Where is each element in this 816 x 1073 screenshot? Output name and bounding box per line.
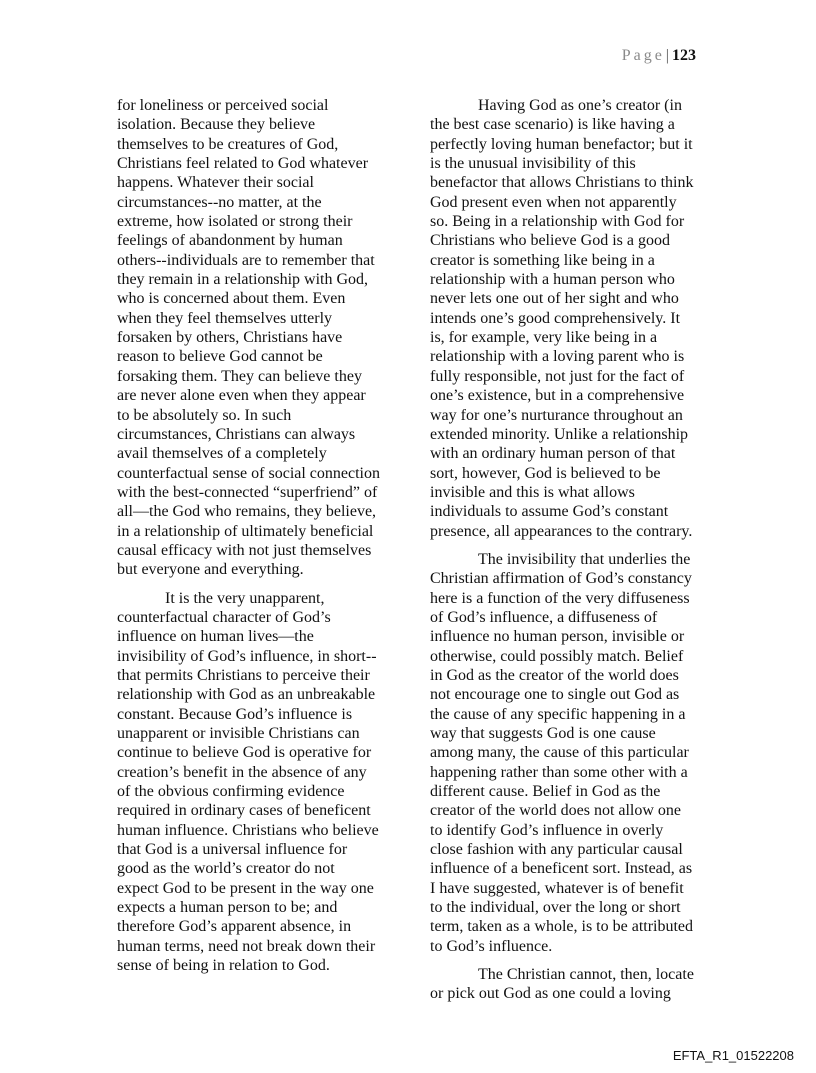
- text-line: are never alone even when they appear: [117, 387, 366, 405]
- text-line: It is the very unapparent,: [165, 589, 325, 607]
- text-line: circumstances, Christians can always: [117, 425, 356, 443]
- text-line: with an ordinary human person of that: [430, 445, 676, 463]
- text-line: counterfactual character of God’s: [117, 608, 331, 626]
- text-line: creator of the world does not allow one: [430, 802, 682, 820]
- text-line: of the obvious confirming evidence: [117, 783, 345, 801]
- text-line: sort, however, God is believed to be: [430, 464, 661, 482]
- text-line: relationship with God as an unbreakable: [117, 686, 376, 704]
- text-line: presence, all appearances to the contrary.: [430, 522, 693, 540]
- text-line: happening rather than some other with a: [430, 763, 688, 781]
- text-line: fully responsible, not just for the fact of: [430, 367, 685, 385]
- text-line: individuals to assume God’s constant: [430, 503, 669, 521]
- text-line: never lets one out of her sight and who: [430, 290, 679, 308]
- text-line: the best case scenario) is like having a: [430, 116, 675, 134]
- text-line: reason to believe God cannot be: [117, 348, 323, 366]
- text-line: Christians feel related to God whatever: [117, 155, 369, 173]
- text-line: relationship with a loving parent who is: [430, 348, 685, 366]
- text-line: forsaken by others, Christians have: [117, 329, 343, 347]
- text-line: themselves to be creatures of God,: [117, 135, 339, 153]
- text-line: when they feel themselves utterly: [117, 309, 333, 327]
- text-line: extreme, how isolated or strong their: [117, 213, 353, 231]
- text-line: good as the world’s creator do not: [117, 860, 335, 878]
- text-line: different cause. Belief in God as the: [430, 783, 661, 801]
- text-line: that permits Christians to perceive their: [117, 666, 370, 684]
- text-line: perfectly loving human benefactor; but it: [430, 135, 693, 153]
- page-separator: |: [665, 47, 669, 64]
- text-line: way for one’s nurturance throughout an: [430, 406, 683, 424]
- text-line: here is a function of the very diffuseness: [430, 589, 690, 607]
- text-line: forsaking them. They can believe they: [117, 367, 362, 385]
- text-line: causal efficacy with not just themselves: [117, 541, 372, 559]
- text-line: creation’s benefit in the absence of any: [117, 763, 367, 781]
- text-line: expects a human person to be; and: [117, 899, 338, 917]
- text-line: human influence. Christians who believe: [117, 821, 379, 839]
- text-line: God present even when not apparently: [430, 193, 677, 211]
- text-line: who is concerned about them. Even: [117, 290, 346, 308]
- text-line: invisible and this is what allows: [430, 483, 635, 501]
- text-line: influence of a beneficent sort. Instead, as: [430, 860, 693, 878]
- text-line: to identify God’s influence in overly: [430, 821, 664, 839]
- text-line: human terms, need not break down their: [117, 937, 376, 955]
- text-line: influence no human person, invisible or: [430, 628, 685, 646]
- text-line: one’s existence, but in a comprehensive: [430, 387, 685, 405]
- text-line: I have suggested, whatever is of benefit: [430, 879, 684, 897]
- text-line: invisibility of God’s influence, in short--: [117, 647, 377, 665]
- text-line: others--individuals are to remember that: [117, 251, 375, 269]
- text-line: way that suggests God is one cause: [430, 725, 656, 742]
- text-line: in God as the creator of the world does: [430, 666, 679, 684]
- text-line: otherwise, could possibly match. Belief: [430, 647, 684, 665]
- text-line: expect God to be present in the way one: [117, 879, 374, 897]
- text-line: for loneliness or perceived social: [117, 97, 329, 114]
- text-line: therefore God’s apparent absence, in: [117, 918, 352, 936]
- text-line: they remain in a relationship with God,: [117, 271, 369, 289]
- paragraph: [430, 550, 730, 956]
- text-line: creator is something like being in a: [430, 251, 655, 269]
- text-line: but everyone and everything.: [117, 561, 304, 579]
- text-line: to be absolutely so. In such: [117, 406, 292, 424]
- document-id: EFTA_R1_01522208: [672, 1048, 794, 1063]
- text-line: counterfactual sense of social connection: [117, 464, 380, 482]
- text-line: among many, the cause of this particular: [430, 744, 689, 762]
- text-line: extended minority. Unlike a relationship: [430, 425, 689, 443]
- text-line: required in ordinary cases of beneficent: [117, 802, 371, 820]
- text-line: feelings of abandonment by human: [117, 232, 343, 250]
- text-line: with the best-connected “superfriend” of: [117, 483, 378, 501]
- text-line: Christians who believe God is a good: [430, 232, 670, 250]
- text-line: avail themselves of a completely: [117, 445, 327, 463]
- text-line: that God is a universal influence for: [117, 841, 348, 859]
- paragraph: [117, 96, 417, 580]
- paragraph: [430, 965, 730, 1004]
- text-line: happens. Whatever their social: [117, 174, 314, 192]
- text-line: The Christian cannot, then, locate: [478, 966, 694, 984]
- text-line: term, taken as a whole, is to be attributed: [430, 918, 694, 936]
- text-line: continue to believe God is operative for: [117, 744, 372, 762]
- text-line: of God’s influence, a diffuseness of: [430, 608, 658, 626]
- text-line: Christian affirmation of God’s constancy: [430, 570, 692, 588]
- page-label: Page: [621, 47, 665, 64]
- text-line: circumstances--no matter, at the: [117, 193, 322, 211]
- text-line: sense of being in relation to God.: [117, 957, 330, 975]
- page-number: 123: [672, 47, 696, 64]
- text-line: so. Being in a relationship with God for: [430, 213, 685, 231]
- text-line: to the individual, over the long or short: [430, 899, 681, 917]
- paragraph: [430, 96, 730, 541]
- right-column: [430, 96, 730, 1013]
- text-line: not encourage one to single out God as: [430, 686, 680, 704]
- text-line: unapparent or invisible Christians can: [117, 725, 360, 742]
- paragraph: [117, 589, 417, 976]
- text-line: benefactor that allows Christians to think: [430, 174, 694, 192]
- text-line: is, for example, very like being in a: [430, 329, 658, 347]
- text-line: the cause of any specific happening in a: [430, 705, 686, 723]
- text-line: influence on human lives—the: [117, 628, 314, 646]
- text-line: in a relationship of ultimately beneficial: [117, 522, 374, 540]
- text-line: Having God as one’s creator (in: [478, 97, 682, 114]
- text-line: isolation. Because they believe: [117, 116, 316, 134]
- text-line: all—the God who remains, they believe,: [117, 503, 377, 521]
- page-header: [622, 47, 696, 65]
- text-line: relationship with a human person who: [430, 271, 675, 289]
- text-line: The invisibility that underlies the: [478, 550, 691, 568]
- text-line: to God’s influence.: [430, 937, 553, 955]
- text-line: constant. Because God’s influence is: [117, 705, 353, 723]
- text-line: close fashion with any particular causal: [430, 841, 683, 859]
- left-column: [117, 96, 417, 984]
- text-line: is the unusual invisibility of this: [430, 155, 636, 173]
- text-line: or pick out God as one could a loving: [430, 985, 671, 1003]
- text-line: intends one’s good comprehensively. It: [430, 309, 681, 327]
